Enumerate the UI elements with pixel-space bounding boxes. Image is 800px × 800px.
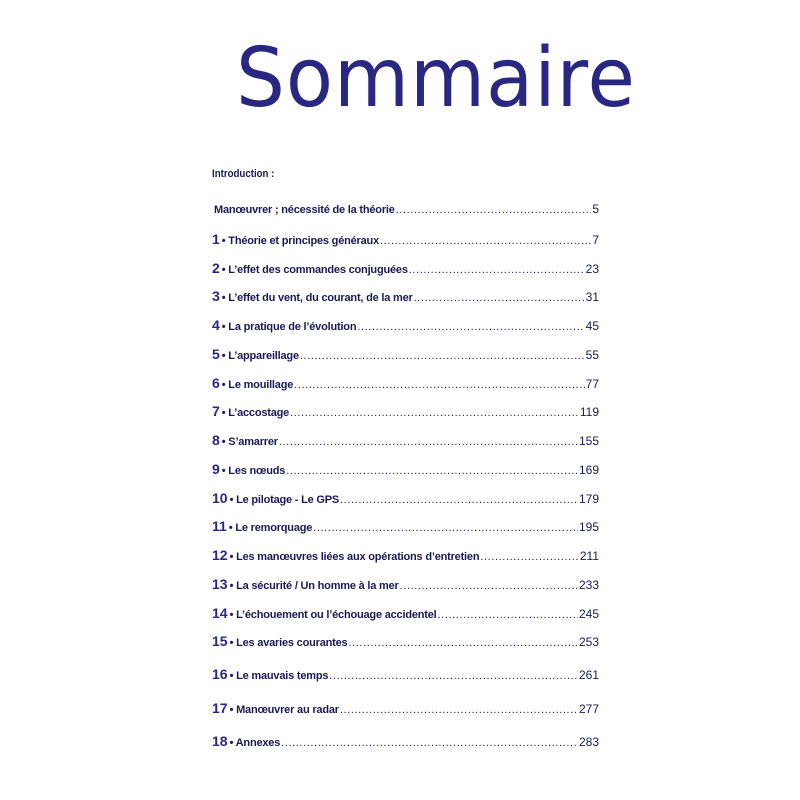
chapter-title: • Les nœuds (221, 465, 286, 477)
chapter-title: • S’amarrer (221, 436, 278, 448)
chapter-number: 18 (212, 733, 228, 749)
page-number: 55 (585, 348, 599, 362)
toc-entry (212, 375, 599, 393)
page-number: 119 (579, 405, 599, 419)
toc-entry (212, 461, 599, 479)
toc-entry (212, 260, 599, 278)
dot-leader (438, 609, 578, 621)
page-number: 277 (578, 702, 599, 716)
chapter-title: • Le mauvais temps (229, 670, 329, 682)
toc-entry (212, 403, 599, 421)
dot-leader (340, 494, 578, 506)
dot-leader (279, 436, 578, 448)
toc-entry (212, 666, 599, 684)
toc-entry (212, 231, 599, 249)
chapter-title: • Annexes (229, 737, 281, 749)
dot-leader (281, 737, 578, 749)
chapter-number: 1 (212, 231, 220, 247)
chapter-title: • Les avaries courantes (229, 637, 348, 649)
chapter-number: 10 (212, 490, 228, 506)
toc-entry (212, 547, 599, 565)
chapter-title: • L’échouement ou l’échouage accidentel (229, 609, 437, 621)
page-number: 77 (585, 377, 599, 391)
chapter-number: 11 (212, 518, 227, 534)
toc-entry (212, 432, 599, 450)
chapter-number: 16 (212, 666, 228, 682)
dot-leader (313, 522, 578, 534)
chapter-title: • L’accostage (221, 407, 290, 419)
chapter-title: • Le remorquage (228, 522, 313, 534)
chapter-title: • Le mouillage (221, 379, 294, 391)
page-number: 195 (578, 520, 599, 534)
dot-leader (380, 235, 591, 247)
chapter-number: 7 (212, 403, 220, 419)
dot-leader (357, 321, 584, 333)
chapter-number: 6 (212, 375, 220, 391)
chapter-title: • La pratique de l’évolution (221, 321, 357, 333)
dot-leader (294, 379, 585, 391)
toc-entry (212, 700, 599, 718)
dot-leader (340, 704, 578, 716)
toc-entry (212, 288, 599, 306)
toc-entry (212, 605, 599, 623)
page-number: 211 (579, 549, 599, 563)
page-number: 7 (592, 233, 599, 247)
toc-entry (212, 317, 599, 335)
chapter-number: 5 (212, 346, 220, 362)
chapter-title: • Les manœuvres liées aux opérations d’entretien (229, 551, 480, 563)
page-number: 23 (585, 262, 599, 276)
page-number: 261 (578, 668, 599, 682)
page-number: 283 (578, 735, 599, 749)
chapter-title: • L’effet du vent, du courant, de la mer (221, 292, 413, 304)
toc-entry (212, 633, 599, 651)
toc-entry (212, 346, 599, 364)
chapter-title: • Le pilotage - Le GPS (229, 494, 340, 506)
chapter-number: 8 (212, 432, 220, 448)
toc-entry (212, 202, 599, 220)
page-number: 169 (578, 463, 599, 477)
dot-leader (290, 407, 579, 419)
chapter-number: 14 (212, 605, 228, 621)
toc-entry (212, 576, 599, 594)
page-number: 155 (578, 434, 599, 448)
dot-leader (414, 292, 585, 304)
page-number: 5 (592, 202, 599, 216)
chapter-number: 13 (212, 576, 228, 592)
chapter-number: 17 (212, 700, 228, 716)
page-number: 31 (585, 290, 599, 304)
dot-leader (480, 551, 579, 563)
page-number: 253 (578, 635, 599, 649)
introduction-heading: Introduction : (212, 168, 275, 180)
dot-leader (409, 264, 585, 276)
page-title: Sommaire (236, 31, 636, 126)
chapter-number: 3 (212, 288, 220, 304)
dot-leader (329, 670, 578, 682)
toc-entry (212, 733, 599, 751)
dot-leader (300, 350, 585, 362)
dot-leader (348, 637, 578, 649)
toc-entry (212, 518, 599, 536)
chapter-number: 4 (212, 317, 220, 333)
page-number: 233 (578, 578, 599, 592)
chapter-title: Manœuvrer ; nécessité de la théorie (214, 204, 395, 216)
chapter-title: • Théorie et principes généraux (221, 235, 379, 247)
page-number: 45 (585, 319, 599, 333)
chapter-title: • L’effet des commandes conjuguées (221, 264, 408, 276)
dot-leader (400, 580, 578, 592)
chapter-title: • La sécurité / Un homme à la mer (229, 580, 399, 592)
chapter-number: 12 (212, 547, 228, 563)
chapter-title: • L’appareillage (221, 350, 299, 362)
toc-entry (212, 490, 599, 508)
dot-leader (286, 465, 578, 477)
chapter-title: • Manœuvrer au radar (229, 704, 339, 716)
chapter-number: 15 (212, 633, 228, 649)
dot-leader (396, 204, 592, 216)
page-number: 245 (578, 607, 599, 621)
chapter-number: 9 (212, 461, 220, 477)
page-number: 179 (578, 492, 599, 506)
chapter-number: 2 (212, 260, 220, 276)
